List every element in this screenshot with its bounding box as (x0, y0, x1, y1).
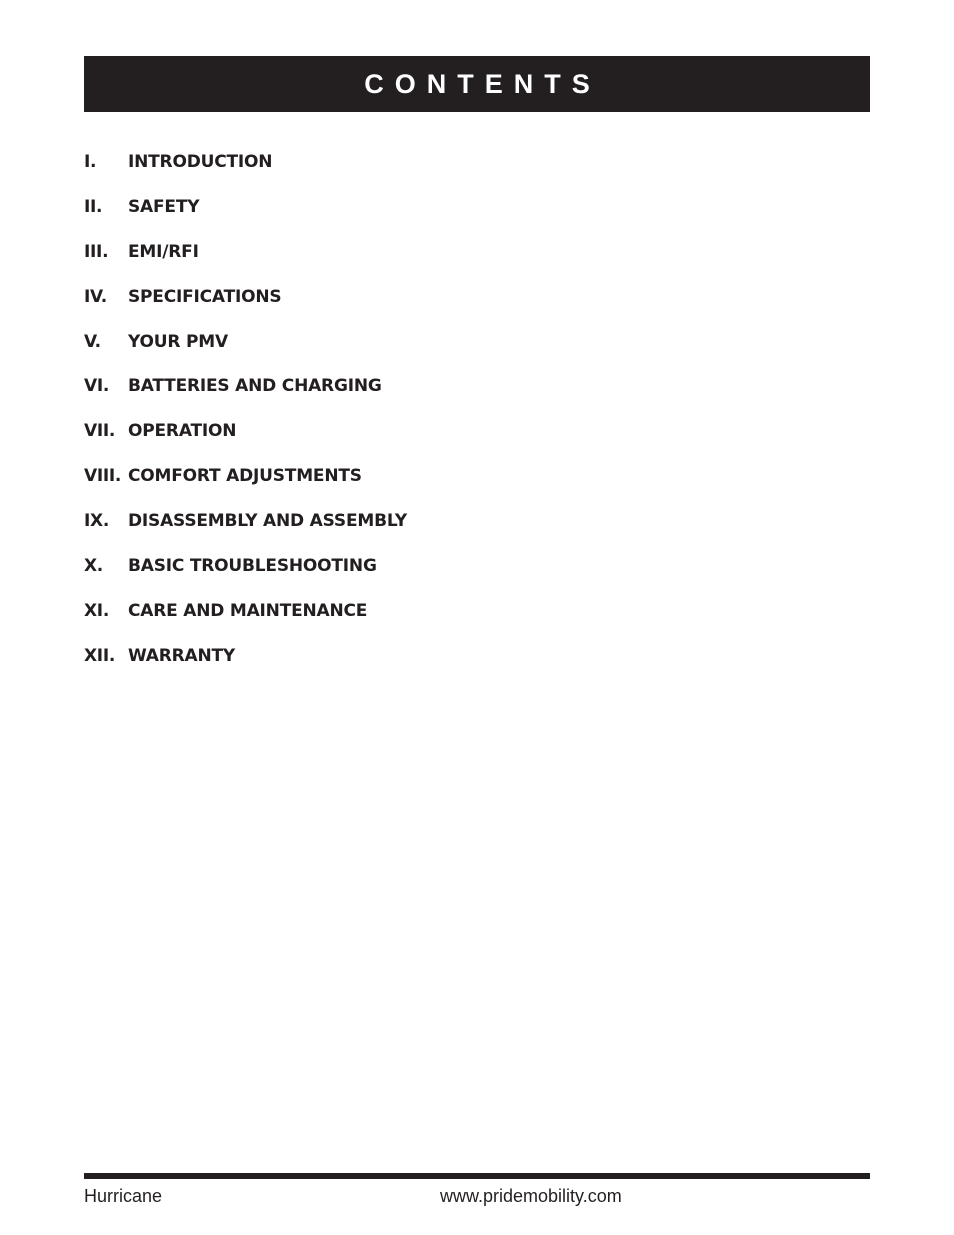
toc-item-safety[interactable] (84, 193, 784, 238)
toc-item-number: VII. (84, 421, 116, 442)
toc-item-basic-troubleshooting[interactable] (84, 552, 784, 597)
toc-item-number: VI. (84, 376, 110, 397)
toc-item-comfort-adjustments[interactable] (84, 462, 784, 507)
toc-item-introduction[interactable] (84, 148, 784, 193)
toc-item-number: I. (84, 152, 97, 172)
toc-item-title: INTRODUCTION (128, 152, 273, 172)
page-title: CONTENTS (364, 68, 601, 99)
table-of-contents (84, 148, 784, 687)
toc-item-title: BATTERIES AND CHARGING (128, 376, 382, 397)
toc-item-title: COMFORT ADJUSTMENTS (128, 466, 362, 487)
toc-item-number: V. (84, 331, 101, 352)
toc-item-title: OPERATION (128, 421, 237, 442)
toc-item-title: CARE AND MAINTENANCE (128, 600, 368, 621)
toc-item-emi-rfi[interactable] (84, 238, 784, 283)
toc-item-number: IV. (84, 286, 107, 307)
toc-item-number: II. (84, 196, 103, 217)
toc-item-title: SPECIFICATIONS (128, 286, 282, 307)
toc-item-disassembly-and-assembly[interactable] (84, 507, 784, 552)
toc-item-number: III. (84, 241, 109, 262)
toc-item-number: VIII. (84, 466, 122, 487)
toc-item-batteries-and-charging[interactable] (84, 372, 784, 417)
toc-item-title: EMI/RFI (128, 241, 199, 262)
toc-item-title: WARRANTY (128, 645, 236, 666)
toc-item-operation[interactable] (84, 417, 784, 462)
toc-item-title: YOUR PMV (128, 331, 228, 352)
toc-item-warranty[interactable] (84, 642, 784, 687)
toc-item-care-and-maintenance[interactable] (84, 597, 784, 642)
toc-item-your-pmv[interactable] (84, 328, 784, 373)
toc-item-title: BASIC TROUBLESHOOTING (128, 556, 377, 577)
footer-website: www.pridemobility.com (440, 1186, 622, 1206)
contents-header-bar (84, 56, 870, 112)
toc-item-number: XII. (84, 645, 116, 666)
toc-item-number: X. (84, 556, 103, 577)
footer-product-name: Hurricane (84, 1186, 163, 1206)
footer-divider (84, 1173, 870, 1179)
toc-item-title: DISASSEMBLY AND ASSEMBLY (128, 511, 407, 532)
toc-item-title: SAFETY (128, 196, 200, 217)
toc-item-number: IX. (84, 511, 109, 532)
toc-item-specifications[interactable] (84, 283, 784, 328)
toc-item-number: XI. (84, 600, 109, 621)
